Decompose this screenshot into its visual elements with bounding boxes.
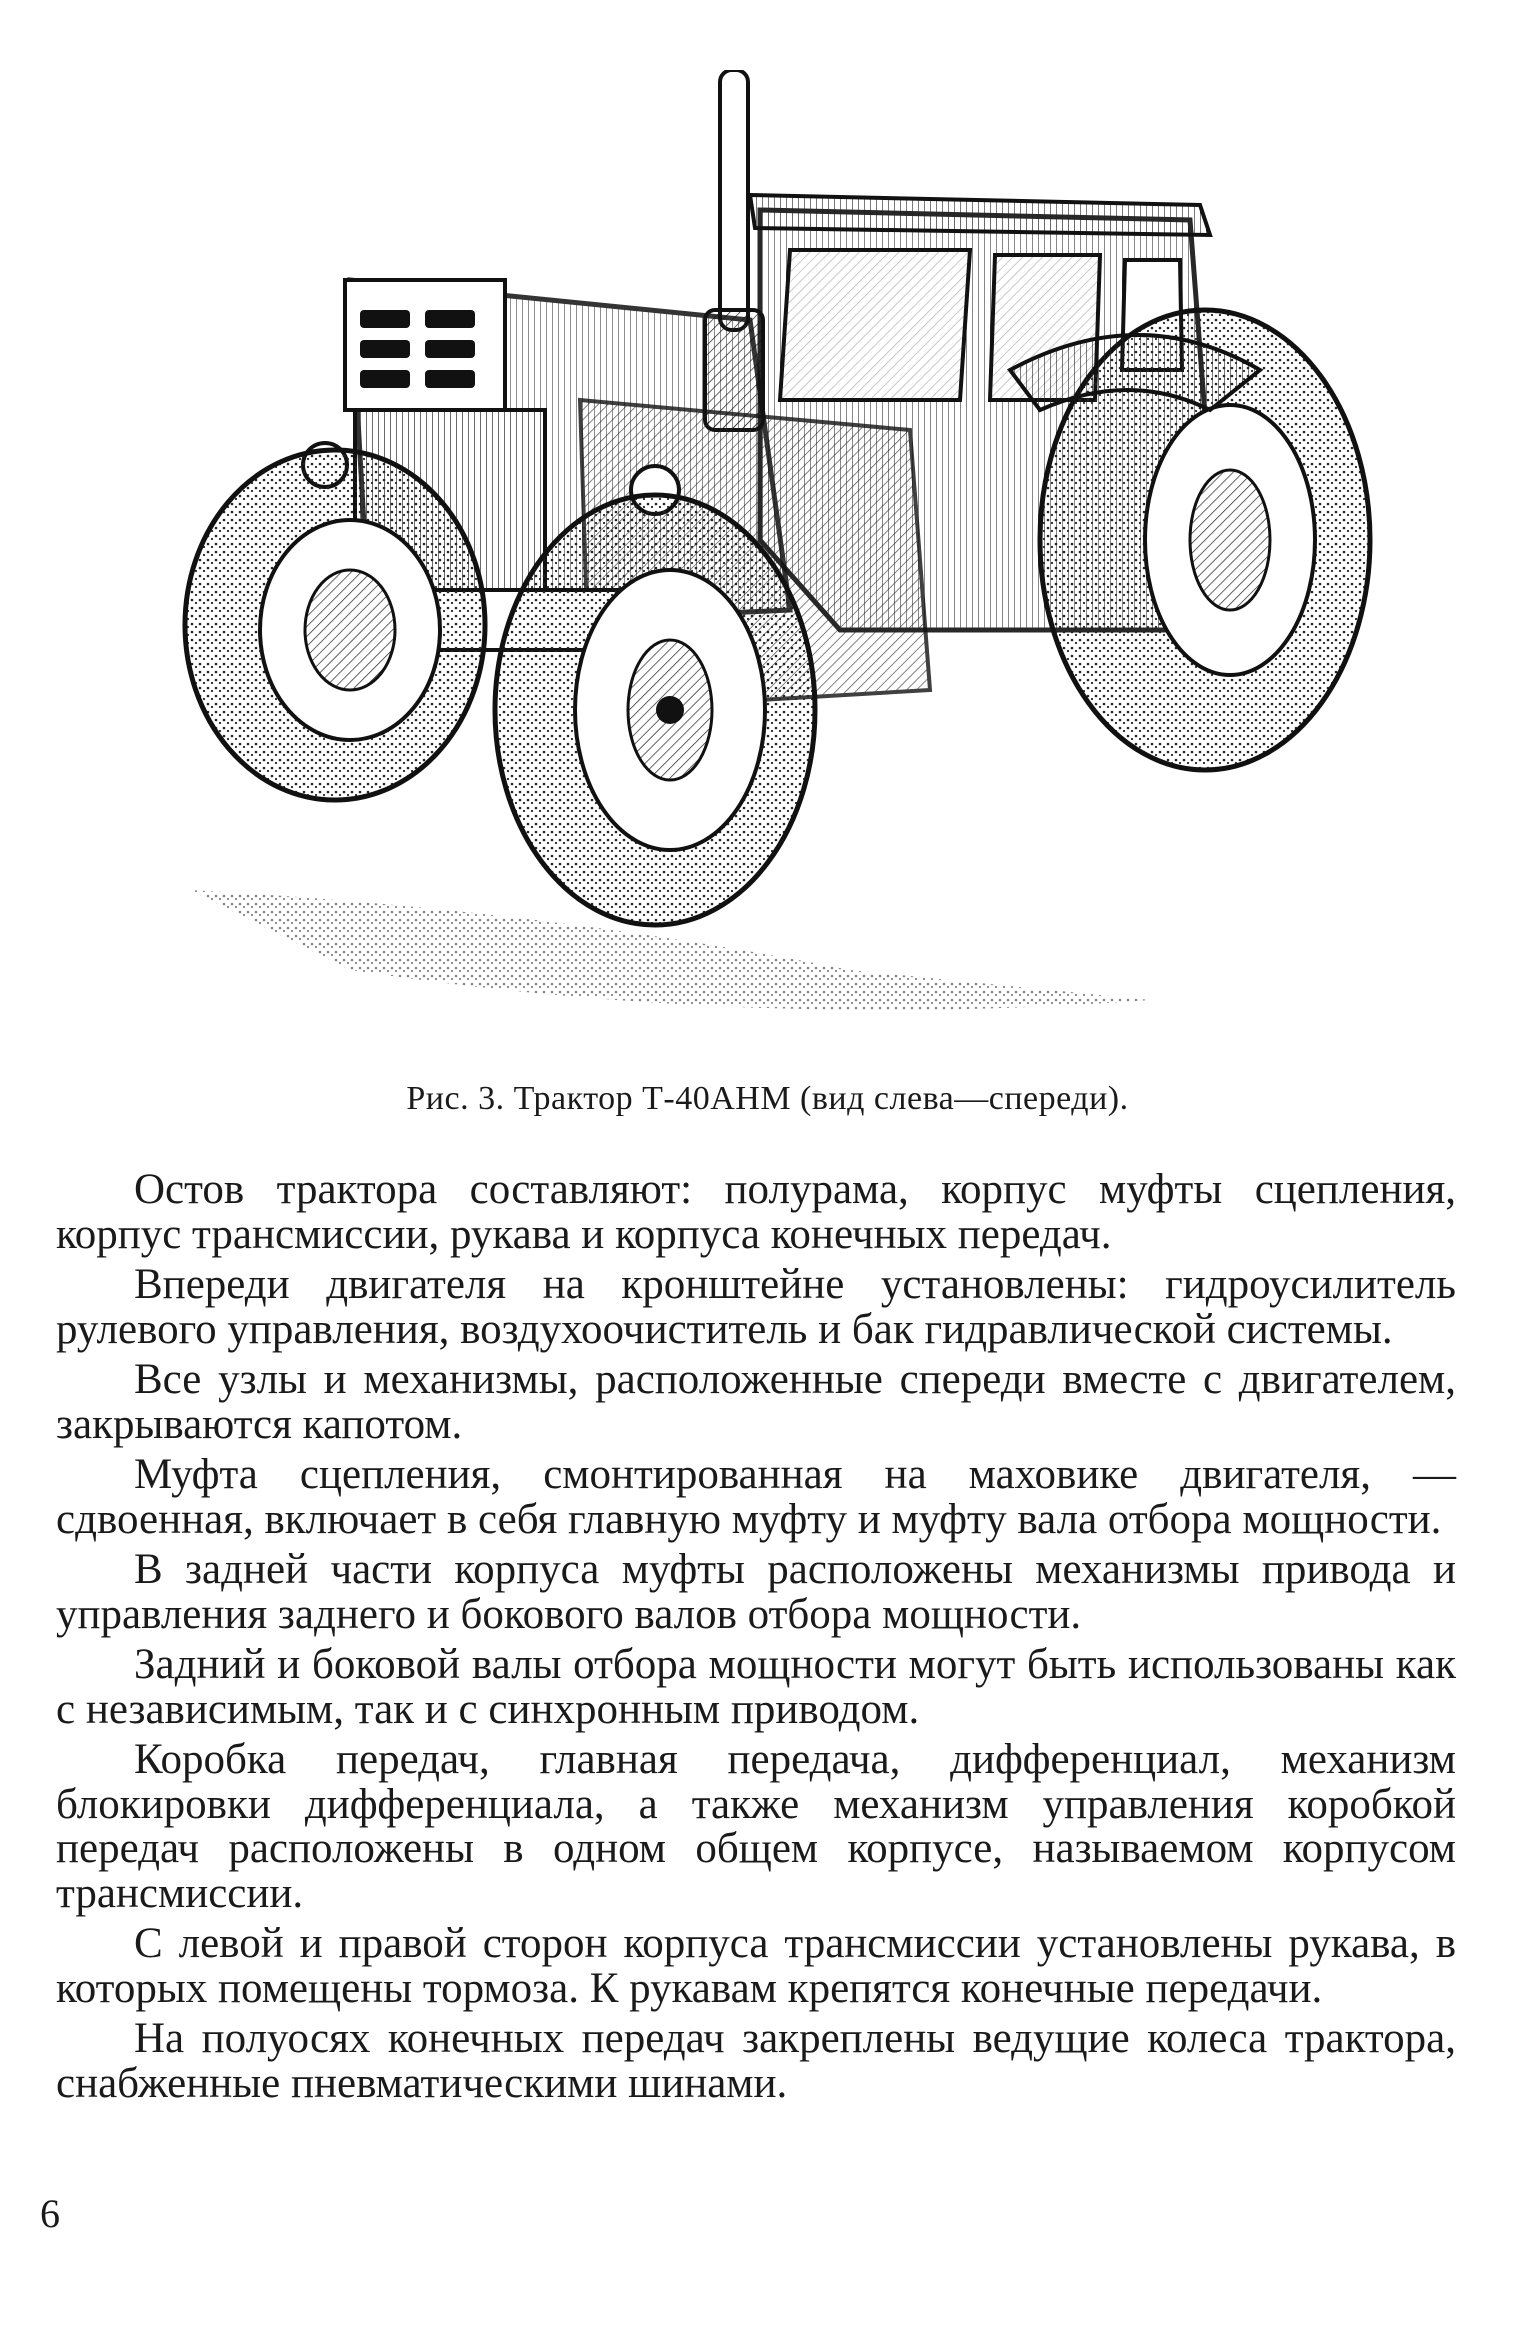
paragraph: Остов трактора составляют: полурама, корпус муфты сцепления, корпус трансмиссии, рукава и корпуса конечных передач. [56, 1166, 1456, 1258]
paragraph: Все узлы и механизмы, расположенные спереди вместе с двигателем, закрываются капотом. [56, 1356, 1456, 1448]
page-number: 6 [40, 2191, 60, 2236]
figure-caption: Рис. 3. Трактор Т-40АНМ (вид слева—спереди). [406, 1080, 1129, 1117]
tractor-illustration [150, 70, 1410, 1050]
paragraph: На полуосях конечных передач закреплены ведущие колеса трактора, снабженные пневматическими шинами. [56, 2015, 1456, 2107]
body-text [56, 1168, 1456, 2112]
paragraph: Муфта сцепления, смонтированная на маховике двигателя, — сдвоенная, включает в себя главную муфту и муфту вала отбора мощности. [56, 1451, 1456, 1543]
paragraph: Впереди двигателя на кронштейне установлены: гидроусилитель рулевого управления, воздухоочиститель и бак гидравлической системы. [56, 1261, 1456, 1353]
paragraph: С левой и правой сторон корпуса трансмиссии установлены рукава, в которых помещены тормоза. К рукавам крепятся конечные передачи. [56, 1920, 1456, 2012]
paragraph: В задней части корпуса муфты расположены механизмы привода и управления заднего и бокового валов отбора мощности. [56, 1546, 1456, 1638]
paragraph: Коробка передач, главная передача, дифференциал, механизм блокировки дифференциала, а также механизм управления коробкой передач расположены в одном общем корпусе, называемом корпусом трансмиссии. [56, 1736, 1456, 1917]
paragraph: Задний и боковой валы отбора мощности могут быть использованы как с независимым, так и с синхронным приводом. [56, 1641, 1456, 1733]
